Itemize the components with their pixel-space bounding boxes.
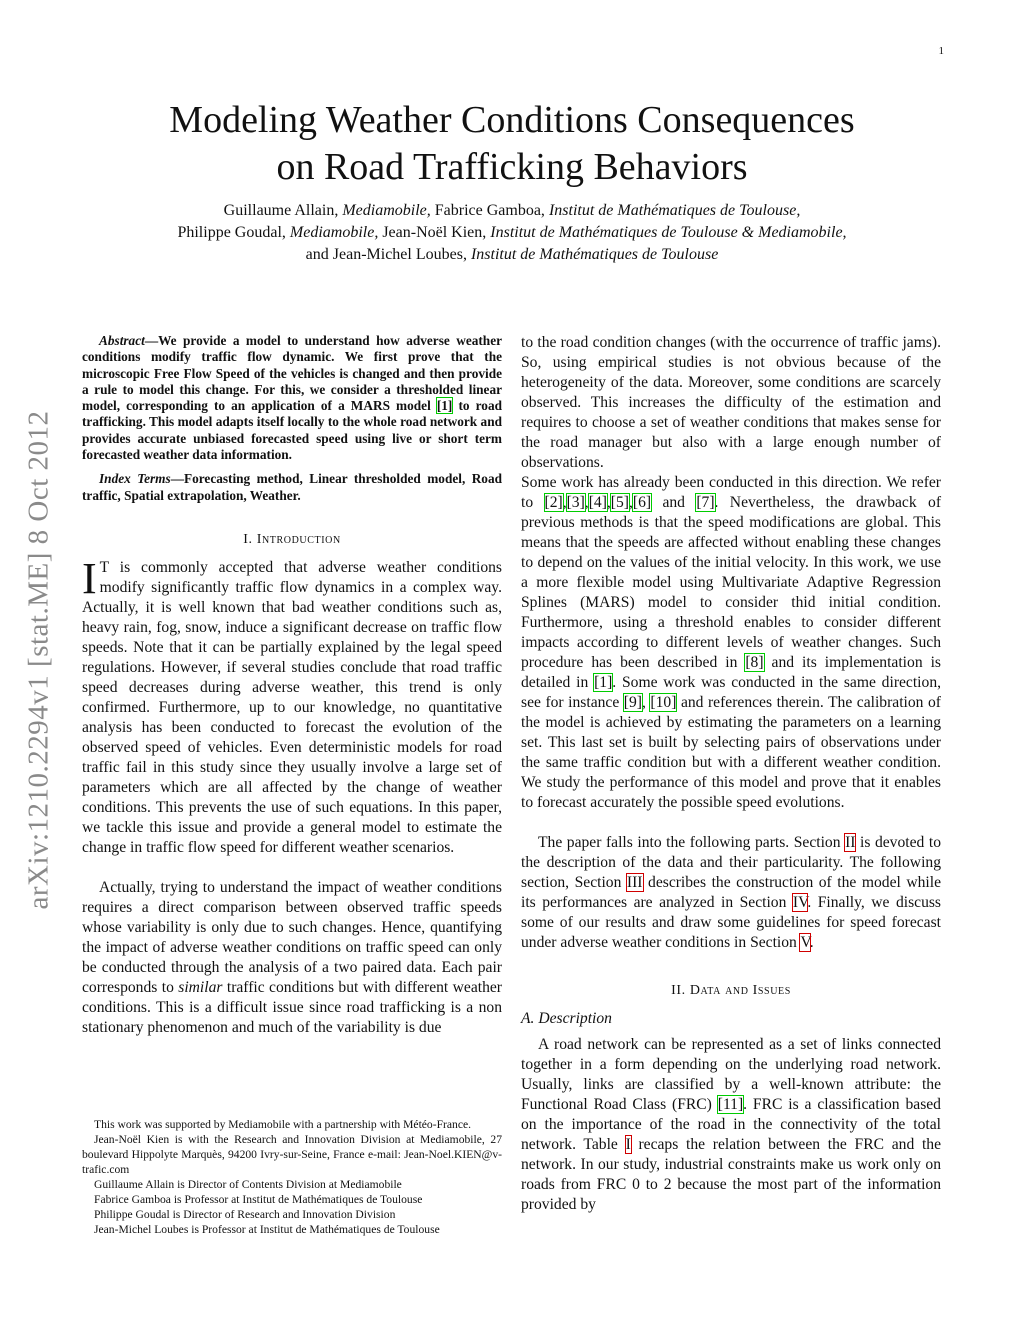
section-heading-introduction: I. Introduction <box>243 531 341 547</box>
paragraph: to the road condition changes (with the occurrence of traffic jams). So, using empirical studies is not obvious because of the heterogeneity of the data. Moreover, some conditions are scarcely observed. This increases the difficulty of the estimation and requires to choose a set of weather conditions that makes sense for the road manager but also with a large enough number of observations. <box>521 334 941 471</box>
right-column <box>521 333 941 1215</box>
intro-paragraph-2: Actually, trying to understand the impact of weather conditions requires a direct comparison between observed traffic speeds whose variability is only due to such changes. Hence, quantifying the impact of adverse weather conditions on traffic speed can only be conducted through the analysis of a two paired data. Each pair corresponds to similar traffic conditions but with different weather conditions. This is a difficult issue since road trafficking is a non stationary phenomenon and much of the variability is due <box>82 878 502 1036</box>
paragraph: The paper falls into the following parts. Section II is devoted to the description of the data and their particularity. The following section, Section III describes the construction of the model while its performances are analyzed in Section IV. Finally, we discuss some of our results and draw some guidelines for speed forecast under adverse weather conditions in Section V. <box>521 834 942 951</box>
drop-cap: I <box>82 553 97 603</box>
page-number: 1 <box>938 45 944 57</box>
citation-link[interactable]: [9] <box>623 694 642 711</box>
footnote: Guillaume Allain is Director of Contents Division at Mediamobile <box>94 1178 402 1191</box>
title-line-2: on Road Trafficking Behaviors <box>276 146 748 188</box>
section-link[interactable]: V <box>800 934 810 951</box>
title-line-1: Modeling Weather Conditions Consequences <box>169 99 855 141</box>
abstract: Abstract—We provide a model to understand how adverse weather conditions modify traffic flow dynamic. We first prove that the microscopic Free Flow Speed of the vehicles is changed and then provide a rule to model this change. For this, we consider a thresholded linear model, corresponding to an application of a MARS model [1] to road trafficking. This model adapts itself locally to the whole road network and provides accurate unbiased forecasted speed using live or short term forecasted weather data information. <box>82 333 502 463</box>
intro-paragraph-1: I T is commonly accepted that adverse weather conditions modify significantly traffic flow dynamics in a complex way. Actually, it is well known that bad weather conditions such as, heavy rain, fog, snow, induce a significant decrease on traffic flow speeds. Note that it can be partially explained by the legal speed regulations. However, if several studies conclude that road traffic speed decreases during adverse weather, this trend is only confirmed. Furthermore, up to our knowledge, no quantitative analysis has been conducted to forecast the evolution of the observed speed of vehicles. Even deterministic models for road traffic fail in this study since they usually involve a large set of parameters which are all affected by the change of weather conditions. This prevents the use of such equations. In this paper, we tackle this issue and provide a general model to estimate the change in traffic flow speed for different weather scenarios. <box>82 553 502 856</box>
citation-link[interactable]: [5] <box>610 494 629 511</box>
citation-link[interactable]: [1] <box>594 674 613 691</box>
citation-link[interactable]: [7] <box>696 494 715 511</box>
citation-link[interactable]: [2] <box>544 494 563 511</box>
section-link[interactable]: IV <box>792 894 808 911</box>
arxiv-identifier: arXiv:1210.2294v1 [stat.ME] 8 Oct 2012 <box>22 410 55 910</box>
citation-link[interactable]: [11] <box>717 1096 744 1113</box>
section-heading-data: II. Data and Issues <box>671 983 791 998</box>
footnote: This work was supported by Mediamobile with a partnership with Météo-France. <box>94 1118 472 1131</box>
footnotes <box>82 1117 502 1237</box>
author-list: Guillaume Allain, Mediamobile, Fabrice Gamboa, Institut de Mathématiques de Toulouse, Philippe Goudal, Mediamobile, Jean-Noël Kien, Institut de Mathématiques de Toulouse & Mediamobile, and Jean-Michel Loubes, Institut de Mathématiques de Toulouse <box>177 202 847 263</box>
footnote: Fabrice Gamboa is Professor at Institut de Mathématiques de Toulouse <box>94 1193 423 1206</box>
footnote: Jean-Michel Loubes is Professor at Institut de Mathématiques de Toulouse <box>94 1223 440 1236</box>
citation-link[interactable]: [8] <box>745 654 764 671</box>
citation-link[interactable]: [4] <box>588 494 607 511</box>
citation-link[interactable]: [3] <box>566 494 585 511</box>
footnote: Jean-Noël Kien is with the Research and Innovation Division at Mediamobile, 27 boulevard Hippolyte Marquès, 94200 Ivry-sur-Seine, France e-mail: Jean-Noel.KIEN@v-trafic.com <box>82 1133 502 1176</box>
paper-title <box>82 97 942 191</box>
subsection-heading: A. Description <box>521 1010 612 1027</box>
citation-link[interactable]: [1] <box>436 398 453 414</box>
index-terms: Index Terms—Forecasting method, Linear thresholded model, Road traffic, Spatial extrapolation, Weather. <box>82 471 502 503</box>
section-link[interactable]: III <box>626 874 643 891</box>
paragraph: Some work has already been conducted in this direction. We refer to [2],[3],[4],[5],[6] and [7]. Nevertheless, the drawback of previous methods is that the speed modifications are global. This means that the speeds are affected without enabling these changes to depend on the values of the initial velocity. In this work, we use a more flexible model using Multivariate Adaptive Regression Splines (MARS) model to consider thid initial condition. Furthermore, using a threshold enables to consider different impacts according to different levels of weather changes. Such procedure has been described in [8] and its implementation is detailed in [1]. Some work was conducted in the same direction, see for instance [9], [10] and references therein. The calibration of the model is achieved by estimating the parameters on a learning set. This last set is built by selecting pairs of observations under the same traffic condition but with a different weather condition. We study the performance of this model and prove that it enables to forecast accurately the possible speed evolutions. <box>521 474 942 811</box>
left-column <box>82 333 502 1038</box>
section-link[interactable]: II <box>845 834 856 851</box>
table-link[interactable]: I <box>625 1136 631 1153</box>
citation-link[interactable]: [10] <box>650 694 677 711</box>
citation-link[interactable]: [6] <box>632 494 652 511</box>
paragraph: A road network can be represented as a set of links connected together in a form depending on the underlying road network. Usually, links are classified by a well-known attribute: the Functional Road Class (FRC) [11]. FRC is a classification based on the importance of the road in the connectivity of the total network. Table I recaps the relation between the FRC and the network. In our study, industrial constraints make us work only on roads from FRC 0 to 2 because the most part of the information provided by <box>521 1036 942 1213</box>
footnote: Philippe Goudal is Director of Research and Innovation Division <box>94 1208 396 1221</box>
